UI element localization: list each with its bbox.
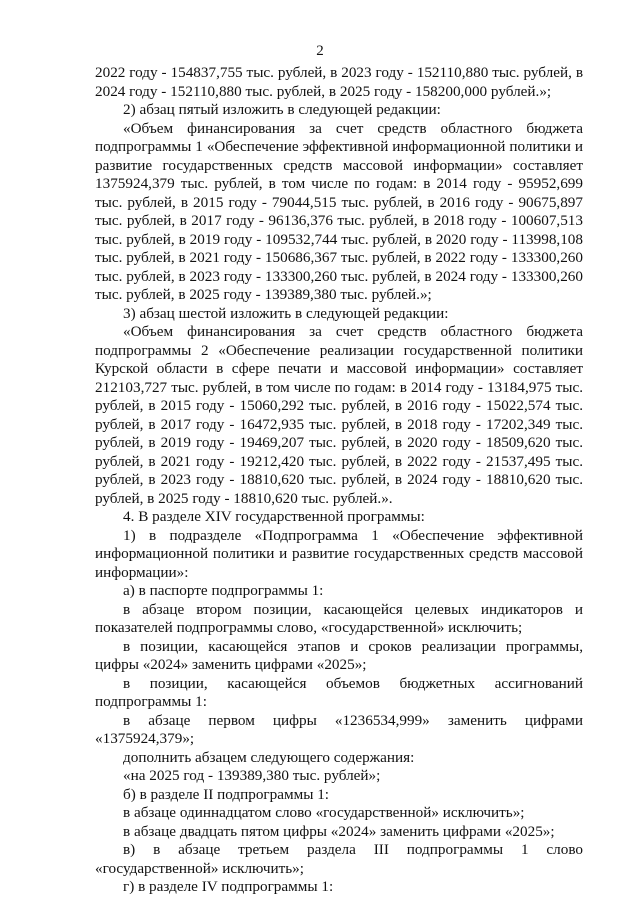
paragraph: в абзаце первом цифры «1236534,999» заменить цифрами «1375924,379»; bbox=[95, 711, 583, 747]
paragraph: в абзаце двадцать пятом цифры «2024» заменить цифрами «2025»; bbox=[123, 822, 555, 840]
paragraph: «на 2025 год - 139389,380 тыс. рублей»; bbox=[123, 767, 381, 784]
paragraph: в позиции, касающейся этапов и сроков реализации программы, цифры «2024» заменить цифрами «2025»; bbox=[95, 637, 583, 673]
paragraph: в) в абзаце третьем раздела III подпрограммы 1 слово «государственной» исключить»; bbox=[95, 841, 583, 877]
paragraph: «Объем финансирования за счет средств областного бюджета подпрограммы 2 «Обеспечение реализации государственной политики Курской области в сфере печати и массовой информации» составляет 212103,727 тыс. рублей, в том числе по годам: в 2014 году - 13184,975 тыс. рублей, в 2015 году - 15060,292 тыс. рублей, в 2016 году - 15022,574 тыс. рублей, в 2017 году - 16472,935 тыс. рублей, в 2018 году - 17202,349 тыс. рублей, в 2019 году - 19469,207 тыс. рублей, в 2020 году - 18509,620 тыс. рублей, в 2021 году - 19212,420 тыс. рублей, в 2022 году - 21537,495 тыс. рублей, в 2023 году - 18810,620 тыс. рублей, в 2024 году - 18810,620 тыс. рублей, в 2025 году - 18810,620 тыс. рублей.». bbox=[95, 323, 583, 507]
paragraph: 1) в подразделе «Подпрограмма 1 «Обеспечение эффективной информационной политики и развитие государственных средств массовой информации»: bbox=[95, 526, 583, 581]
paragraph: в абзаце одиннадцатом слово «государственной» исключить»; bbox=[123, 804, 525, 821]
page-number: 2 bbox=[316, 43, 324, 59]
paragraph: 2022 году - 154837,755 тыс. рублей, в 2023 году - 152110,880 тыс. рублей, в 2024 году - 152110,880 тыс. рублей, в 2025 году - 158200,000 рублей.»; bbox=[95, 64, 583, 100]
paragraph: «Объем финансирования за счет средств областного бюджета подпрограммы 1 «Обеспечение эффективной информационной политики и развитие государственных средств массовой информации» составляет 1375924,379 тыс. рублей, в том числе по годам: в 2014 году - 95952,699 тыс. рублей, в 2015 году - 79044,515 тыс. рублей, в 2016 году - 90675,897 тыс. рублей, в 2017 году - 96136,376 тыс. рублей, в 2018 году - 100607,513 тыс. рублей, в 2019 году - 109532,744 тыс. рублей, в 2020 году - 113998,108 тыс. рублей, в 2021 году - 150686,367 тыс. рублей, в 2022 году - 133300,260 тыс. рублей, в 2023 году - 133300,260 тыс. рублей, в 2024 году - 133300,260 тыс. рублей, в 2025 году - 139389,380 тыс. рублей.»; bbox=[95, 119, 583, 303]
paragraph: в абзаце втором позиции, касающейся целевых индикаторов и показателей подпрограммы слово, «государственной» исключить; bbox=[95, 600, 583, 636]
paragraph: в позиции, касающейся объемов бюджетных ассигнований подпрограммы 1: bbox=[95, 674, 583, 710]
paragraph: дополнить абзацем следующего содержания: bbox=[123, 748, 415, 766]
paragraph: 3) абзац шестой изложить в следующей редакции: bbox=[123, 304, 449, 322]
paragraph: а) в паспорте подпрограммы 1: bbox=[123, 582, 324, 599]
paragraph: б) в разделе II подпрограммы 1: bbox=[123, 785, 330, 803]
document-body bbox=[95, 64, 583, 897]
paragraph: 4. В разделе XIV государственной программы: bbox=[123, 508, 425, 525]
paragraph: г) в разделе IV подпрограммы 1: bbox=[123, 878, 334, 895]
paragraph: 2) абзац пятый изложить в следующей редакции: bbox=[123, 101, 441, 118]
